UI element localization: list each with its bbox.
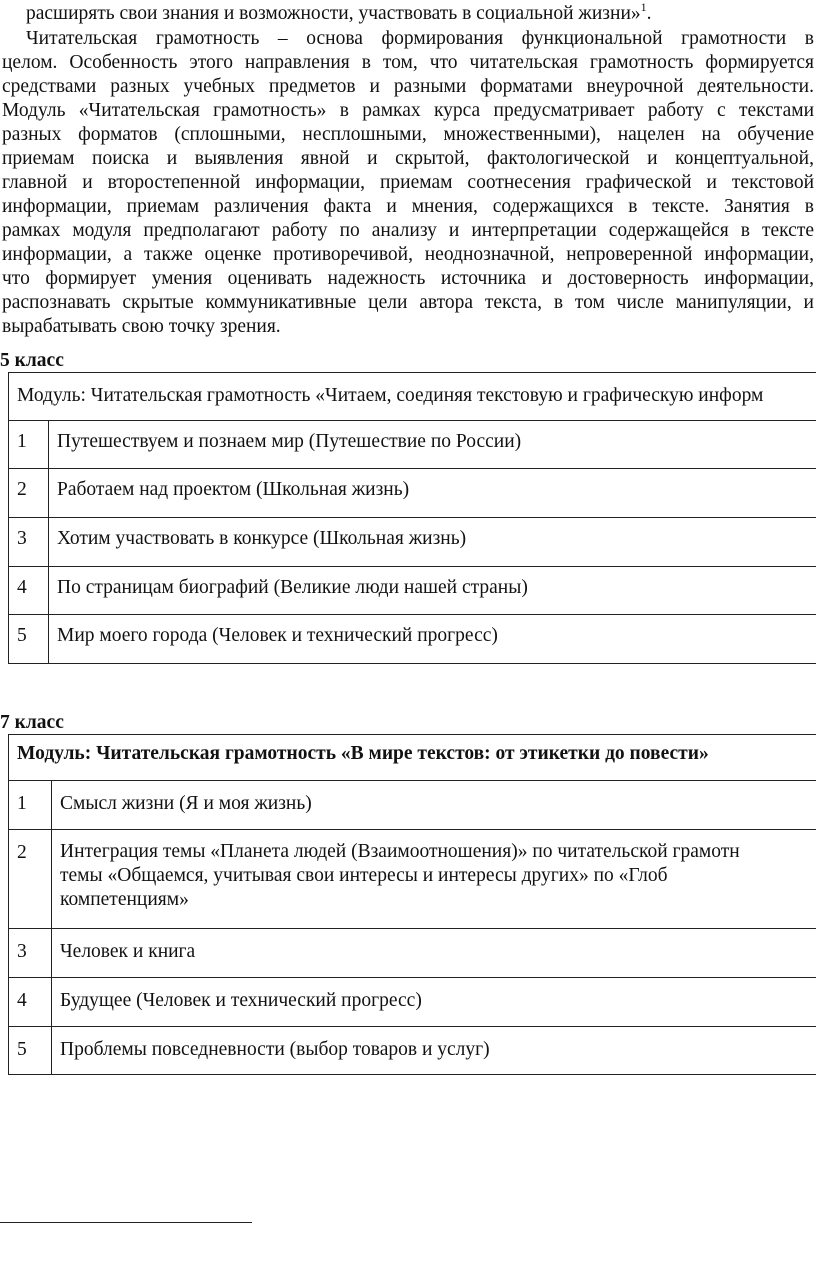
table-row: [9, 421, 816, 469]
footnote-marker[interactable]: 1: [640, 0, 647, 14]
row-topic-line: темы «Общаемся, учитывая свои интересы и интересы других» по «Глоб: [60, 865, 668, 886]
paragraph-line: приемам поиска и выявления явной и скрытой, фактологической и концептуальной,: [2, 148, 814, 169]
intro-text: расширять свои знания и возможности, участвовать в социальной жизни»: [26, 3, 641, 24]
paragraph-line: Модуль «Читательская грамотность» в рамках курса предусматривает работу с текстами: [2, 100, 814, 121]
paragraph-line: что формирует умения оценивать надежность источника и достоверность информации,: [2, 268, 814, 289]
footnote-separator: [0, 1222, 252, 1223]
table-row: [9, 469, 816, 518]
paragraph-line: разных форматов (сплошными, несплошными, множественными), нацелен на обучение: [2, 124, 814, 145]
paragraph-line: рамках модуля предполагают работу по анализу и интерпретации содержащейся в тексте: [2, 220, 814, 241]
paragraph-line: информации, приемам различения факта и мнения, содержащихся в тексте. Занятия в: [2, 196, 814, 217]
row-topic-multiline: [52, 830, 816, 929]
table-row: [9, 518, 816, 567]
row-number: 3: [9, 929, 52, 978]
row-topic-line: Интеграция темы «Планета людей (Взаимоотношения)» по читательской грамотн: [60, 841, 740, 862]
row-number: 1: [9, 421, 49, 469]
grade5-module-row: [9, 373, 816, 421]
table-row: [9, 615, 816, 664]
row-topic: Будущее (Человек и технический прогресс): [52, 978, 816, 1027]
row-topic: Человек и книга: [52, 929, 816, 978]
table-row: [9, 781, 816, 830]
paragraph-line: распознавать скрытые коммуникативные цели автора текста, в том числе манипуляции, и: [2, 292, 814, 313]
row-topic: Хотим участвовать в конкурсе (Школьная жизнь): [49, 518, 816, 567]
intro-line: [2, 2, 814, 26]
row-topic: Смысл жизни (Я и моя жизнь): [52, 781, 816, 830]
row-number: 5: [9, 1027, 52, 1075]
grade7-table: [8, 734, 816, 1075]
table-row: [9, 929, 816, 978]
table-row: [9, 567, 816, 615]
paragraph-line: вырабатывать свою точку зрения.: [2, 316, 281, 337]
row-topic: Путешествуем и познаем мир (Путешествие по России): [49, 421, 816, 469]
row-topic-line: компетенциям»: [60, 889, 189, 910]
paragraph-line: главной и второстепенной информации, приемам соотнесения графической и текстовой: [2, 172, 814, 193]
row-number: 1: [9, 781, 52, 830]
intro-end: .: [646, 3, 652, 24]
paragraph-line: целом. Особенность этого направления в том, что читательская грамотность формируется: [2, 52, 814, 73]
grade5-heading: 5 класс: [0, 350, 64, 371]
row-topic: Проблемы повседневности (выбор товаров и услуг): [52, 1027, 816, 1075]
table-row: [9, 978, 816, 1027]
grade5-table: [8, 372, 816, 664]
table-row: [9, 830, 816, 929]
row-topic: По страницам биографий (Великие люди нашей страны): [49, 567, 816, 615]
row-number: 2: [9, 469, 49, 518]
row-number: 3: [9, 518, 49, 567]
row-number: 5: [9, 615, 49, 664]
paragraph-line: информации, а также оценке противоречивой, неоднозначной, непроверенной информации,: [2, 244, 814, 265]
grade7-module-title: Модуль: Читательская грамотность «В мире текстов: от этикетки до повести»: [9, 735, 816, 781]
paragraph-line: Читательская грамотность – основа формирования функциональной грамотности в: [26, 28, 814, 49]
grade7-module-row: [9, 735, 816, 781]
row-topic: Работаем над проектом (Школьная жизнь): [49, 469, 816, 518]
grade5-module-title: Модуль: Читательская грамотность «Читаем, соединяя текстовую и графическую информ: [9, 373, 816, 421]
row-number: 4: [9, 567, 49, 615]
paragraph-line: средствами разных учебных предметов и разными форматами внеурочной деятельности.: [2, 76, 814, 97]
row-topic: Мир моего города (Человек и технический прогресс): [49, 615, 816, 664]
row-number: 2: [9, 830, 52, 929]
grade7-heading: 7 класс: [0, 712, 64, 733]
row-number: 4: [9, 978, 52, 1027]
table-row: [9, 1027, 816, 1075]
